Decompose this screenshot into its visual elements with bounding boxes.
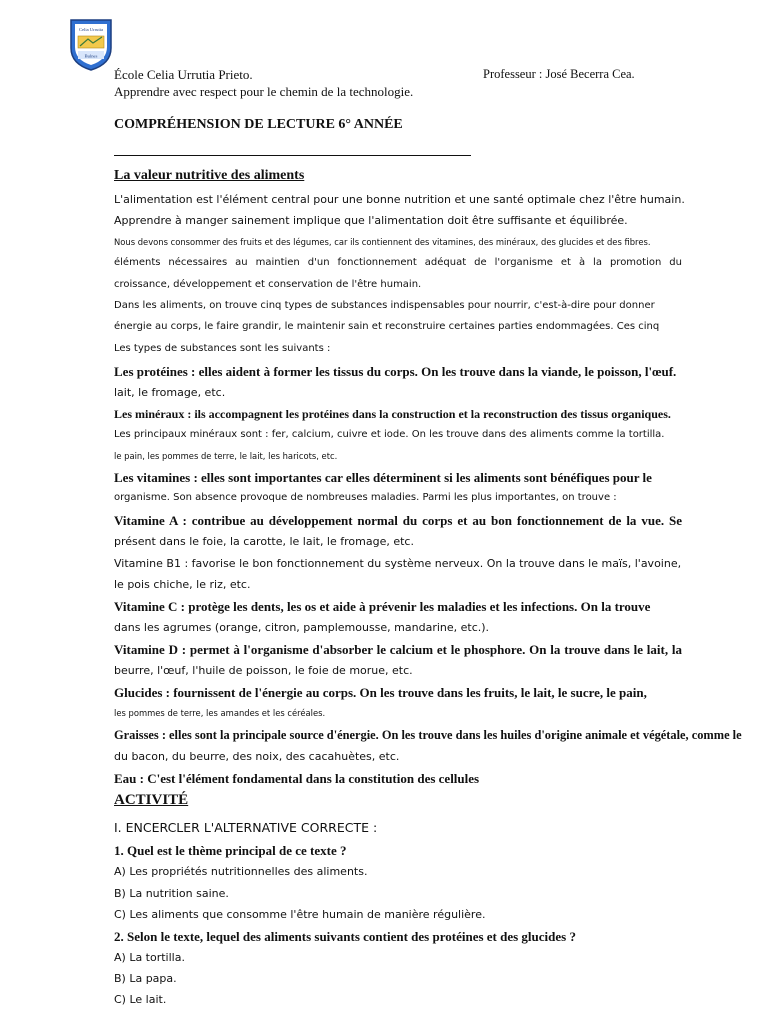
school-crest-logo — [68, 18, 114, 72]
vitamin-d-line: beurre, l'œuf, l'huile de poisson, le foie de morue, etc. — [114, 664, 413, 677]
minerals-line: le pain, les pommes de terre, le lait, les haricots, etc. — [114, 451, 338, 461]
minerals-line: Les minéraux : ils accompagnent les protéines dans la construction et la reconstruction des tissus organiques. — [114, 407, 671, 421]
graisses-line: Graisses : elles sont la principale source d'énergie. On les trouve dans les huiles d'origine animale et végétale, comme le — [114, 728, 742, 742]
glucides-line: les pommes de terre, les amandes et les céréales. — [114, 708, 326, 718]
proteins-line: Les protéines : elles aident à former les tissus du corps. On les trouve dans la viande, le poisson, l'œuf. — [114, 364, 677, 379]
vitamin-b1-line: le pois chiche, le riz, etc. — [114, 578, 251, 591]
q1-option-a[interactable]: A) Les propriétés nutritionnelles des aliments. — [114, 865, 368, 878]
paragraph-line: Les types de substances sont les suivants : — [114, 343, 331, 354]
activity-instruction: I. ENCERCLER L'ALTERNATIVE CORRECTE : — [114, 820, 378, 835]
paragraph-line: énergie au corps, le faire grandir, le maintenir sain et reconstruire certaines parties endommagées. Ces cinq — [114, 321, 660, 332]
divider-line — [114, 155, 471, 156]
vitamin-a-line: Vitamine A : contribue au développement normal du corps et au bon fonctionnement de la vue. Se — [114, 513, 682, 528]
question-1: 1. Quel est le thème principal de ce texte ? — [114, 843, 347, 858]
vitamins-line: Les vitamines : elles sont importantes car elles déterminent si les aliments sont bénéfiques pour le — [114, 470, 652, 485]
q2-option-a[interactable]: A) La tortilla. — [114, 951, 185, 964]
vitamin-b1-line: Vitamine B1 : favorise le bon fonctionnement du système nerveux. On la trouve dans le maïs, l'avoine, — [114, 557, 682, 570]
paragraph-line: Apprendre à manger sainement implique que l'alimentation doit être suffisante et équilibrée. — [114, 214, 628, 227]
eau-line: Eau : C'est l'élément fondamental dans la constitution des cellules — [114, 771, 480, 786]
minerals-line: Les principaux minéraux sont : fer, calcium, cuivre et iode. On les trouve dans des aliments comme la tortilla. — [114, 429, 665, 440]
glucides-line: Glucides : fournissent de l'énergie au corps. On les trouve dans les fruits, le lait, le sucre, le pain, — [114, 685, 647, 700]
q1-option-b[interactable]: B) La nutrition saine. — [114, 887, 229, 900]
vitamin-c-line: Vitamine C : protège les dents, les os et aide à prévenir les maladies et les infections. On la trouve — [114, 599, 651, 614]
school-motto: Apprendre avec respect pour le chemin de la technologie. — [114, 84, 414, 99]
paragraph-line: Dans les aliments, on trouve cinq types de substances indispensables pour nourrir, c'est-à-dire pour donner — [114, 300, 655, 311]
q2-option-c[interactable]: C) Le lait. — [114, 993, 167, 1006]
vitamin-c-line: dans les agrumes (orange, citron, pamplemousse, mandarine, etc.). — [114, 621, 490, 634]
paragraph-line: L'alimentation est l'élément central pour une bonne nutrition et une santé optimale chez l'être humain. — [114, 193, 685, 206]
paragraph-line: croissance, développement et conservation de l'être humain. — [114, 279, 422, 290]
vitamins-line: organisme. Son absence provoque de nombreuses maladies. Parmi les plus importantes, on trouve : — [114, 492, 617, 503]
question-2: 2. Selon le texte, lequel des aliments suivants contient des protéines et des glucides ? — [114, 929, 576, 944]
graisses-line: du bacon, du beurre, des noix, des cacahuètes, etc. — [114, 750, 400, 763]
paragraph-line: éléments nécessaires au maintien d'un fonctionnement adéquat de l'organisme et à la promotion du — [114, 257, 682, 268]
reading-title: La valeur nutritive des aliments — [114, 168, 305, 183]
page-heading: COMPRÉHENSION DE LECTURE 6° ANNÉE — [114, 117, 403, 132]
school-name: École Celia Urrutia Prieto. — [114, 67, 253, 82]
logo-text-top: Celia Urrutia — [78, 27, 104, 32]
vitamin-d-line: Vitamine D : permet à l'organisme d'absorber le calcium et le phosphore. On la trouve dans le lait, la — [114, 642, 682, 657]
teacher-name: Professeur : José Becerra Cea. — [483, 67, 635, 81]
logo-text-bottom: Bulnes — [84, 53, 98, 59]
paragraph-line: Nous devons consommer des fruits et des légumes, car ils contiennent des vitamines, des minéraux, des glucides et des fibres. — [114, 237, 651, 247]
vitamin-a-line: présent dans le foie, la carotte, le lait, le fromage, etc. — [114, 535, 414, 548]
q1-option-c[interactable]: C) Les aliments que consomme l'être humain de manière régulière. — [114, 908, 486, 921]
q2-option-b[interactable]: B) La papa. — [114, 972, 177, 985]
proteins-line: lait, le fromage, etc. — [114, 386, 226, 399]
activity-title: ACTIVITÉ — [114, 792, 189, 808]
